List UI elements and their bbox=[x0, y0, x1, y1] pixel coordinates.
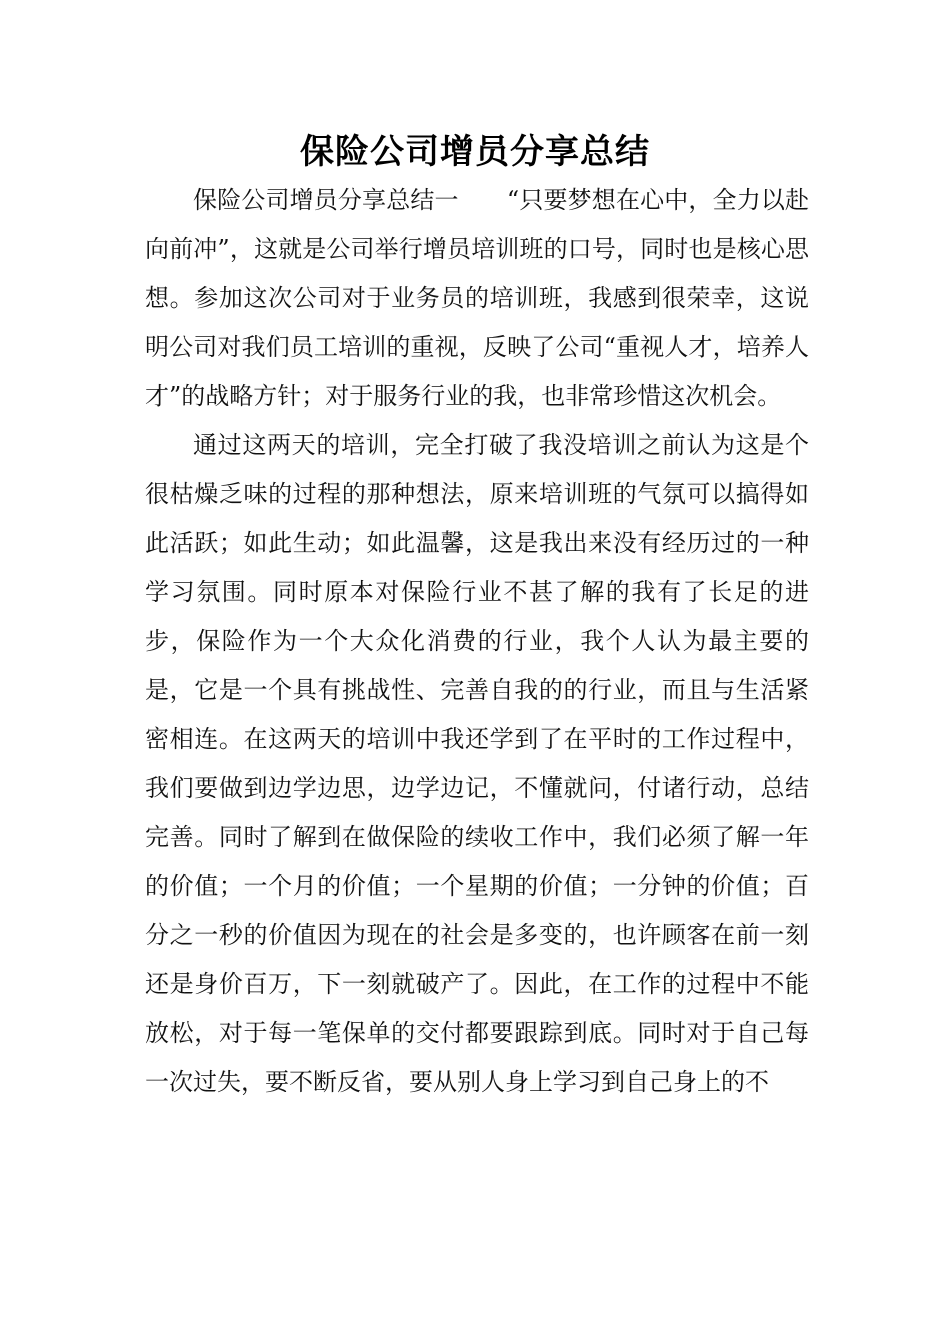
document-title: 保险公司增员分享总结 bbox=[300, 132, 650, 172]
paragraph: 通过这两天的培训，完全打破了我没培训之前认为这是个很枯燥乏味的过程的那种想法，原来培训班的气氛可以搞得如此活跃；如此生动；如此温馨，这是我出来没有经历过的一种学习氛围。同时原本对保险行业不甚了解的我有了长足的进步，保险作为一个大众化消费的行业，我个人认为最主要的是，它是一个具有挑战性、完善自我的的行业，而且与生活紧密相连。在这两天的培训中我还学到了在平时的工作过程中，我们要做到边学边思，边学边记，不懂就问，付诸行动，总结完善。同时了解到在做保险的续收工作中，我们必须了解一年的价值；一个月的价值；一个星期的价值；一分钟的价值；百分之一秒的价值因为现在的社会是多变的，也许顾客在前一刻还是身价百万，下一刻就破产了。因此，在工作的过程中不能放松，对于每一笔保单的交付都要跟踪到底。同时对于自己每一次过失，要不断反省，要从别人身上学习到自己身上的不 bbox=[145, 431, 809, 1096]
document-body bbox=[145, 176, 809, 1107]
paragraph: 保险公司增员分享总结一 “只要梦想在心中，全力以赴向前冲”，这就是公司举行增员培训班的口号，同时也是核心思想。参加这次公司对于业务员的培训班，我感到很荣幸，这说明公司对我们员工培训的重视，反映了公司“重视人才，培养人才”的战略方针；对于服务行业的我，也非常珍惜这次机会。 bbox=[145, 186, 809, 410]
